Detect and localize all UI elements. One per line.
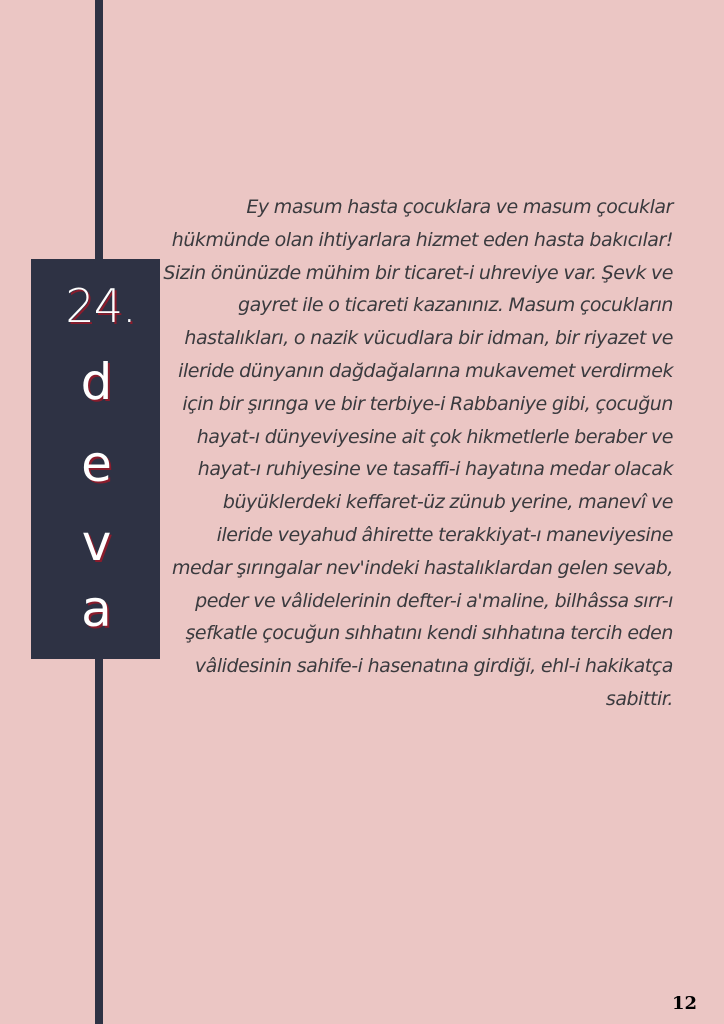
chapter-title-letter: v: [81, 514, 112, 572]
body-paragraph: Ey masum hasta çocuklara ve masum çocuklar hükmünde olan ihtiyarlara hizmet eden hasta bakıcılar! Sizin önünüzde mühim bir ticaret-i uhreviye var. Şevk ve gayret ile o ticareti kazanınız. Masum çocukların hastalıkları, o nazik vücudlara bir idman, bir riyazet ve ileride dünyanın dağdağalarına mukavemet verdirmek için bir şırınga ve bir terbiye-i Rabbaniye gibi, çocuğun hayat-ı dünyeviyesine ait çok hikmetlerle beraber ve hayat-ı ruhiyesine ve tasaffi-i hayatına medar olacak büyüklerdeki keffaret-üz zünub yerine, manevî ve ileride veyahud âhirette terakkiyat-ı maneviyesine medar şırıngalar nev'indeki hastalıklardan gelen sevab, peder ve vâlidelerinin defter-i a'maline, bilhâssa sırr-ı şefkatle çocuğun sıhhatını kendi sıhhatına tercih eden vâlidesinin sahife-i hasenatına girdiği, ehl-i hakikatça sabittir.: [163, 196, 673, 710]
page-number: 12: [671, 993, 697, 1014]
chapter-title-letter: a: [81, 580, 112, 638]
chapter-title-letter: e: [81, 435, 112, 493]
chapter-number: 24.: [65, 279, 136, 333]
chapter-title-letter: d: [80, 353, 113, 411]
chapter-label-box: [31, 259, 160, 659]
